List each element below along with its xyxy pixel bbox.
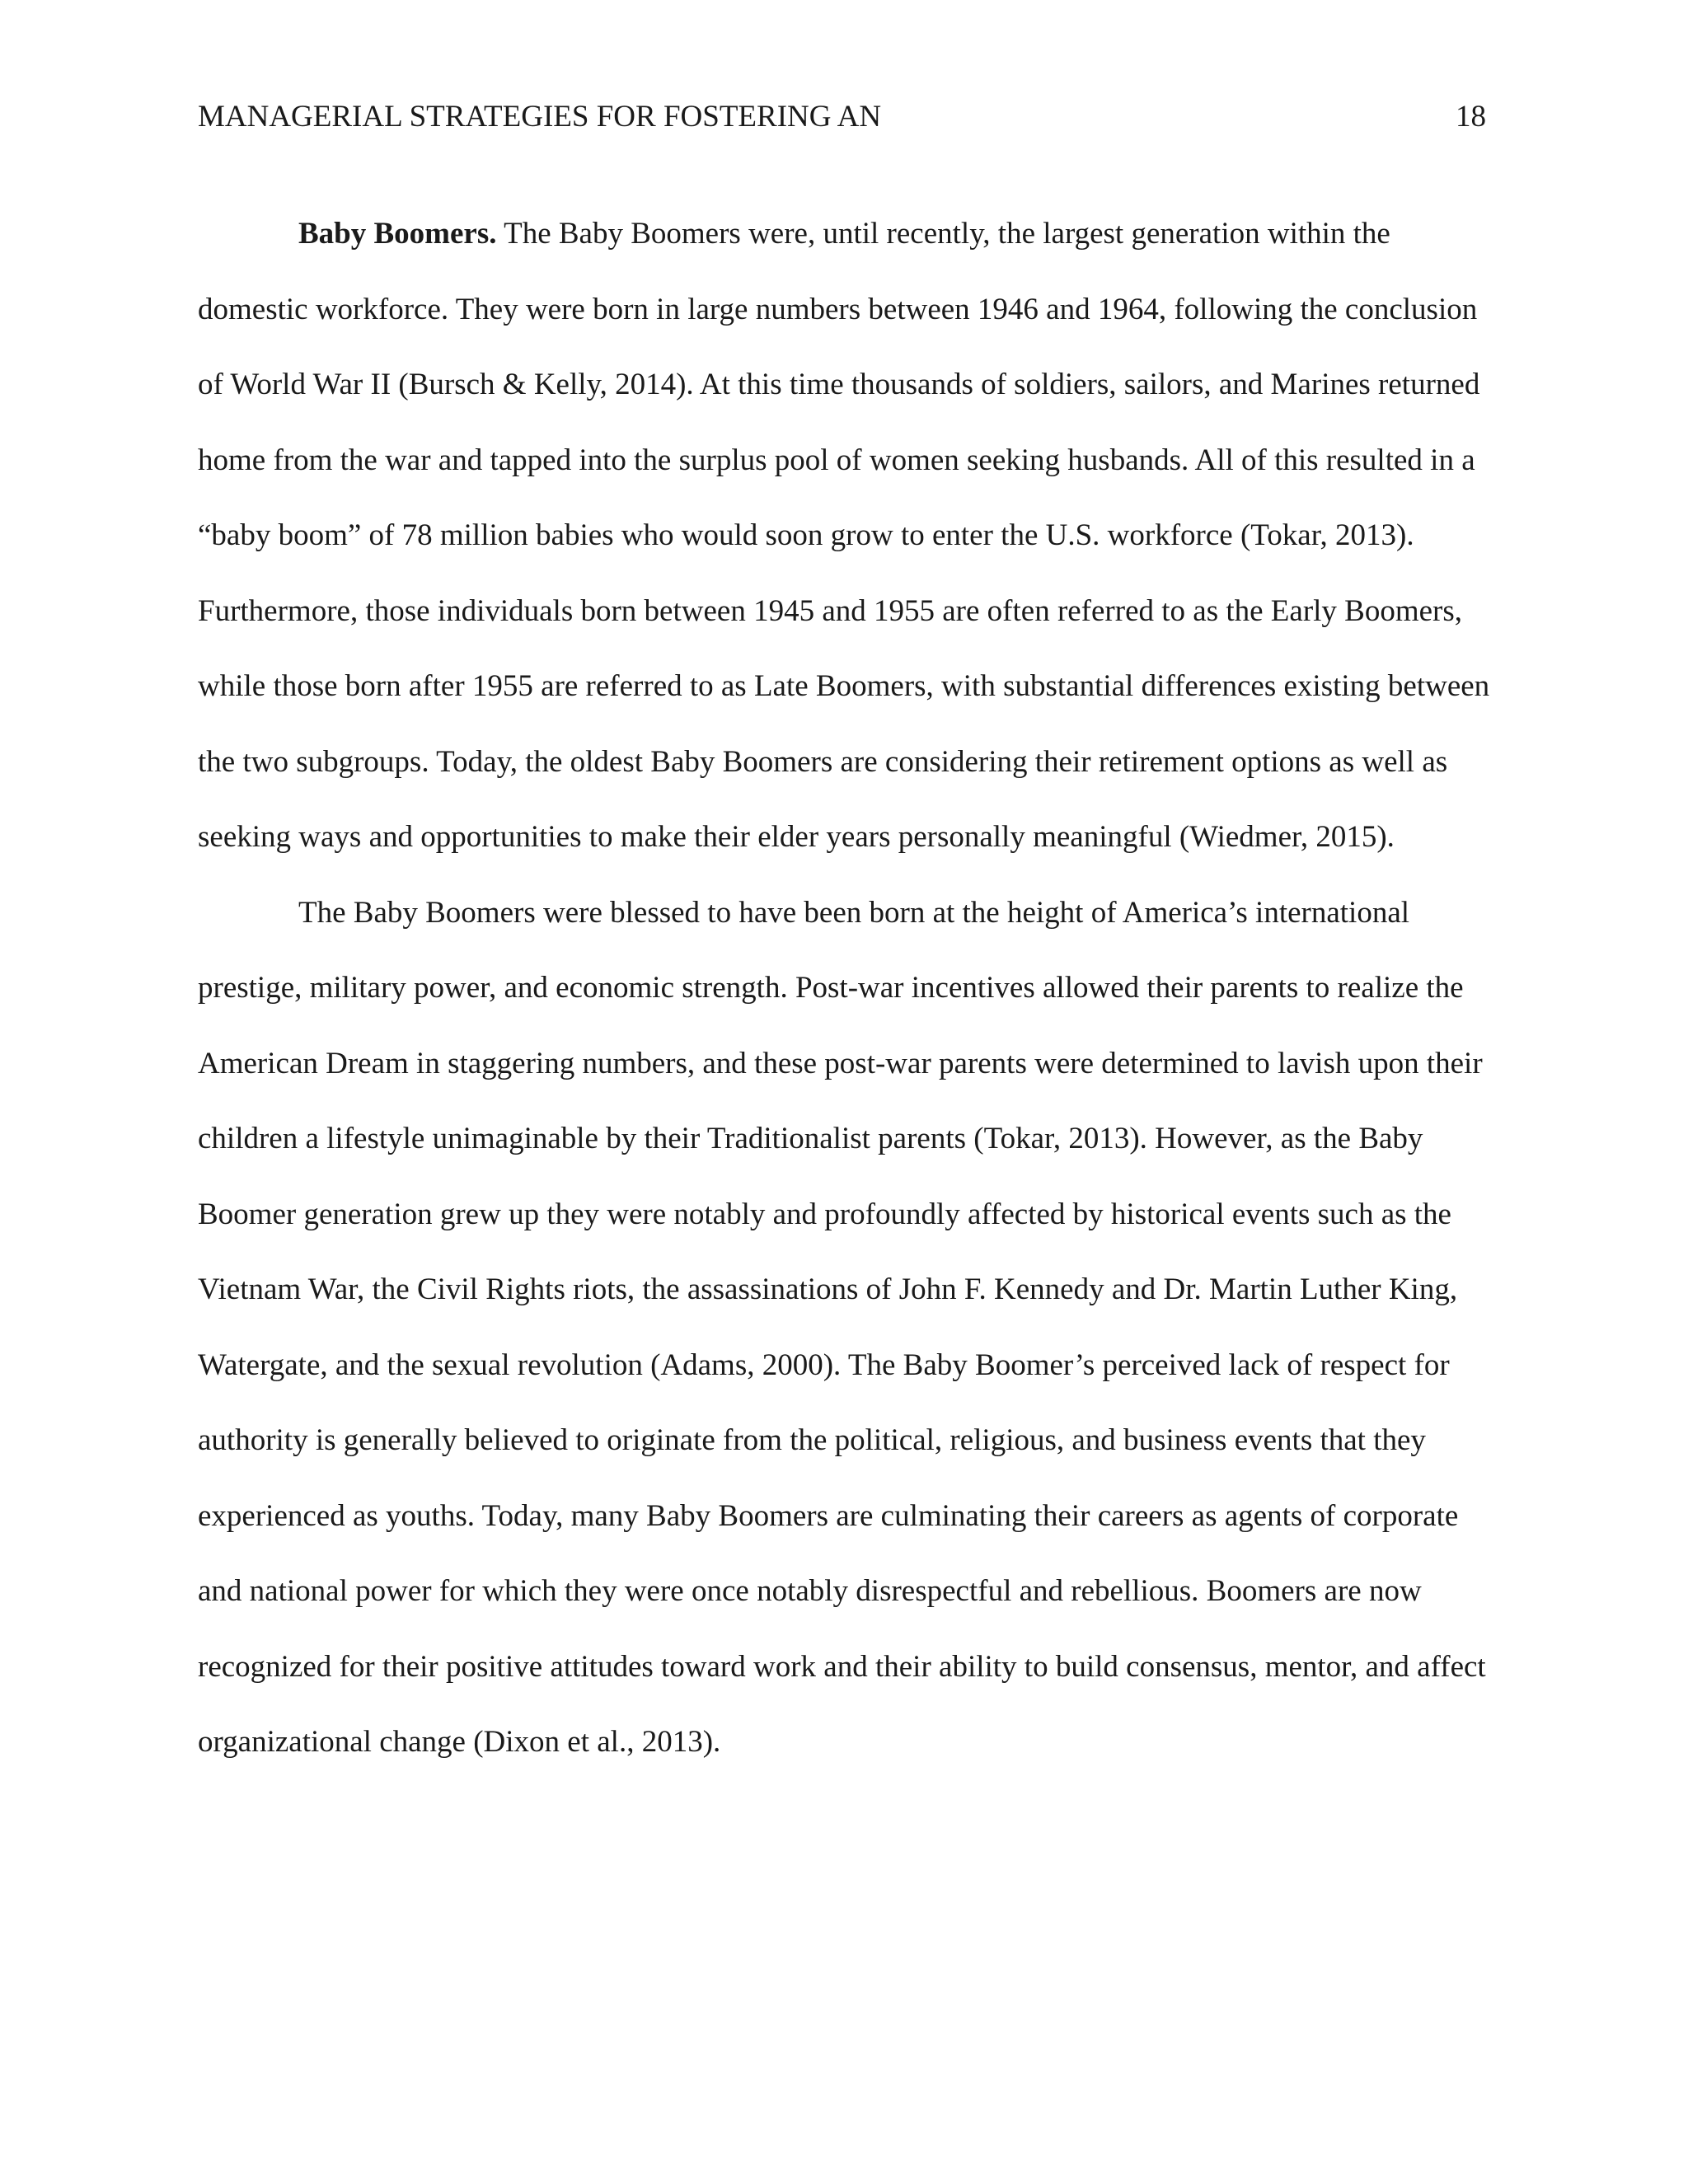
paragraph-2	[198, 875, 1492, 1780]
running-head-title: MANAGERIAL STRATEGIES FOR FOSTERING AN	[198, 100, 882, 134]
paragraph-2-text: The Baby Boomers were blessed to have been born at the height of America’s international prestige, military power, and economic strength. Post-war incentives allowed their parents to realize the American Dream in staggering numbers, and these post-war parents were determined to lavish upon their children a lifestyle unimaginable by their Traditionalist parents (Tokar, 2013). However, as the Baby Boomer generation grew up they were notably and profoundly affected by historical events such as the Vietnam War, the Civil Rights riots, the assassinations of John F. Kennedy and Dr. Martin Luther King, Watergate, and the sexual revolution (Adams, 2000). The Baby Boomer’s perceived lack of respect for authority is generally believed to originate from the political, religious, and business events that they experienced as youths. Today, many Baby Boomers are culminating their careers as agents of corporate and national power for which they were once notably disrespectful and rebellious. Boomers are now recognized for their positive attitudes toward work and their ability to build consensus, mentor, and affect organizational change (Dixon et al., 2013).	[198, 895, 1486, 1759]
body-text	[198, 196, 1492, 1780]
page-number: 18	[1456, 100, 1486, 134]
paragraph-1-text: The Baby Boomers were, until recently, the largest generation within the domestic workforce. They were born in large numbers between 1946 and 1964, following the conclusion of World War II (Bursch & Kelly, 2014). At this time thousands of soldiers, sailors, and Marines returned home from the war and tapped into the surplus pool of women seeking husbands. All of this resulted in a “baby boom” of 78 million babies who would soon grow to enter the U.S. workforce (Tokar, 2013). Furthermore, those individuals born between 1945 and 1955 are often referred to as the Early Boomers, while those born after 1955 are referred to as Late Boomers, with substantial differences existing between the two subgroups. Today, the oldest Baby Boomers are considering their retirement options as well as seeking ways and opportunities to make their elder years personally meaningful (Wiedmer, 2015).	[198, 217, 1490, 854]
running-head	[198, 97, 1486, 137]
section-heading: Baby Boomers.	[298, 217, 497, 251]
paragraph-1	[198, 196, 1492, 875]
